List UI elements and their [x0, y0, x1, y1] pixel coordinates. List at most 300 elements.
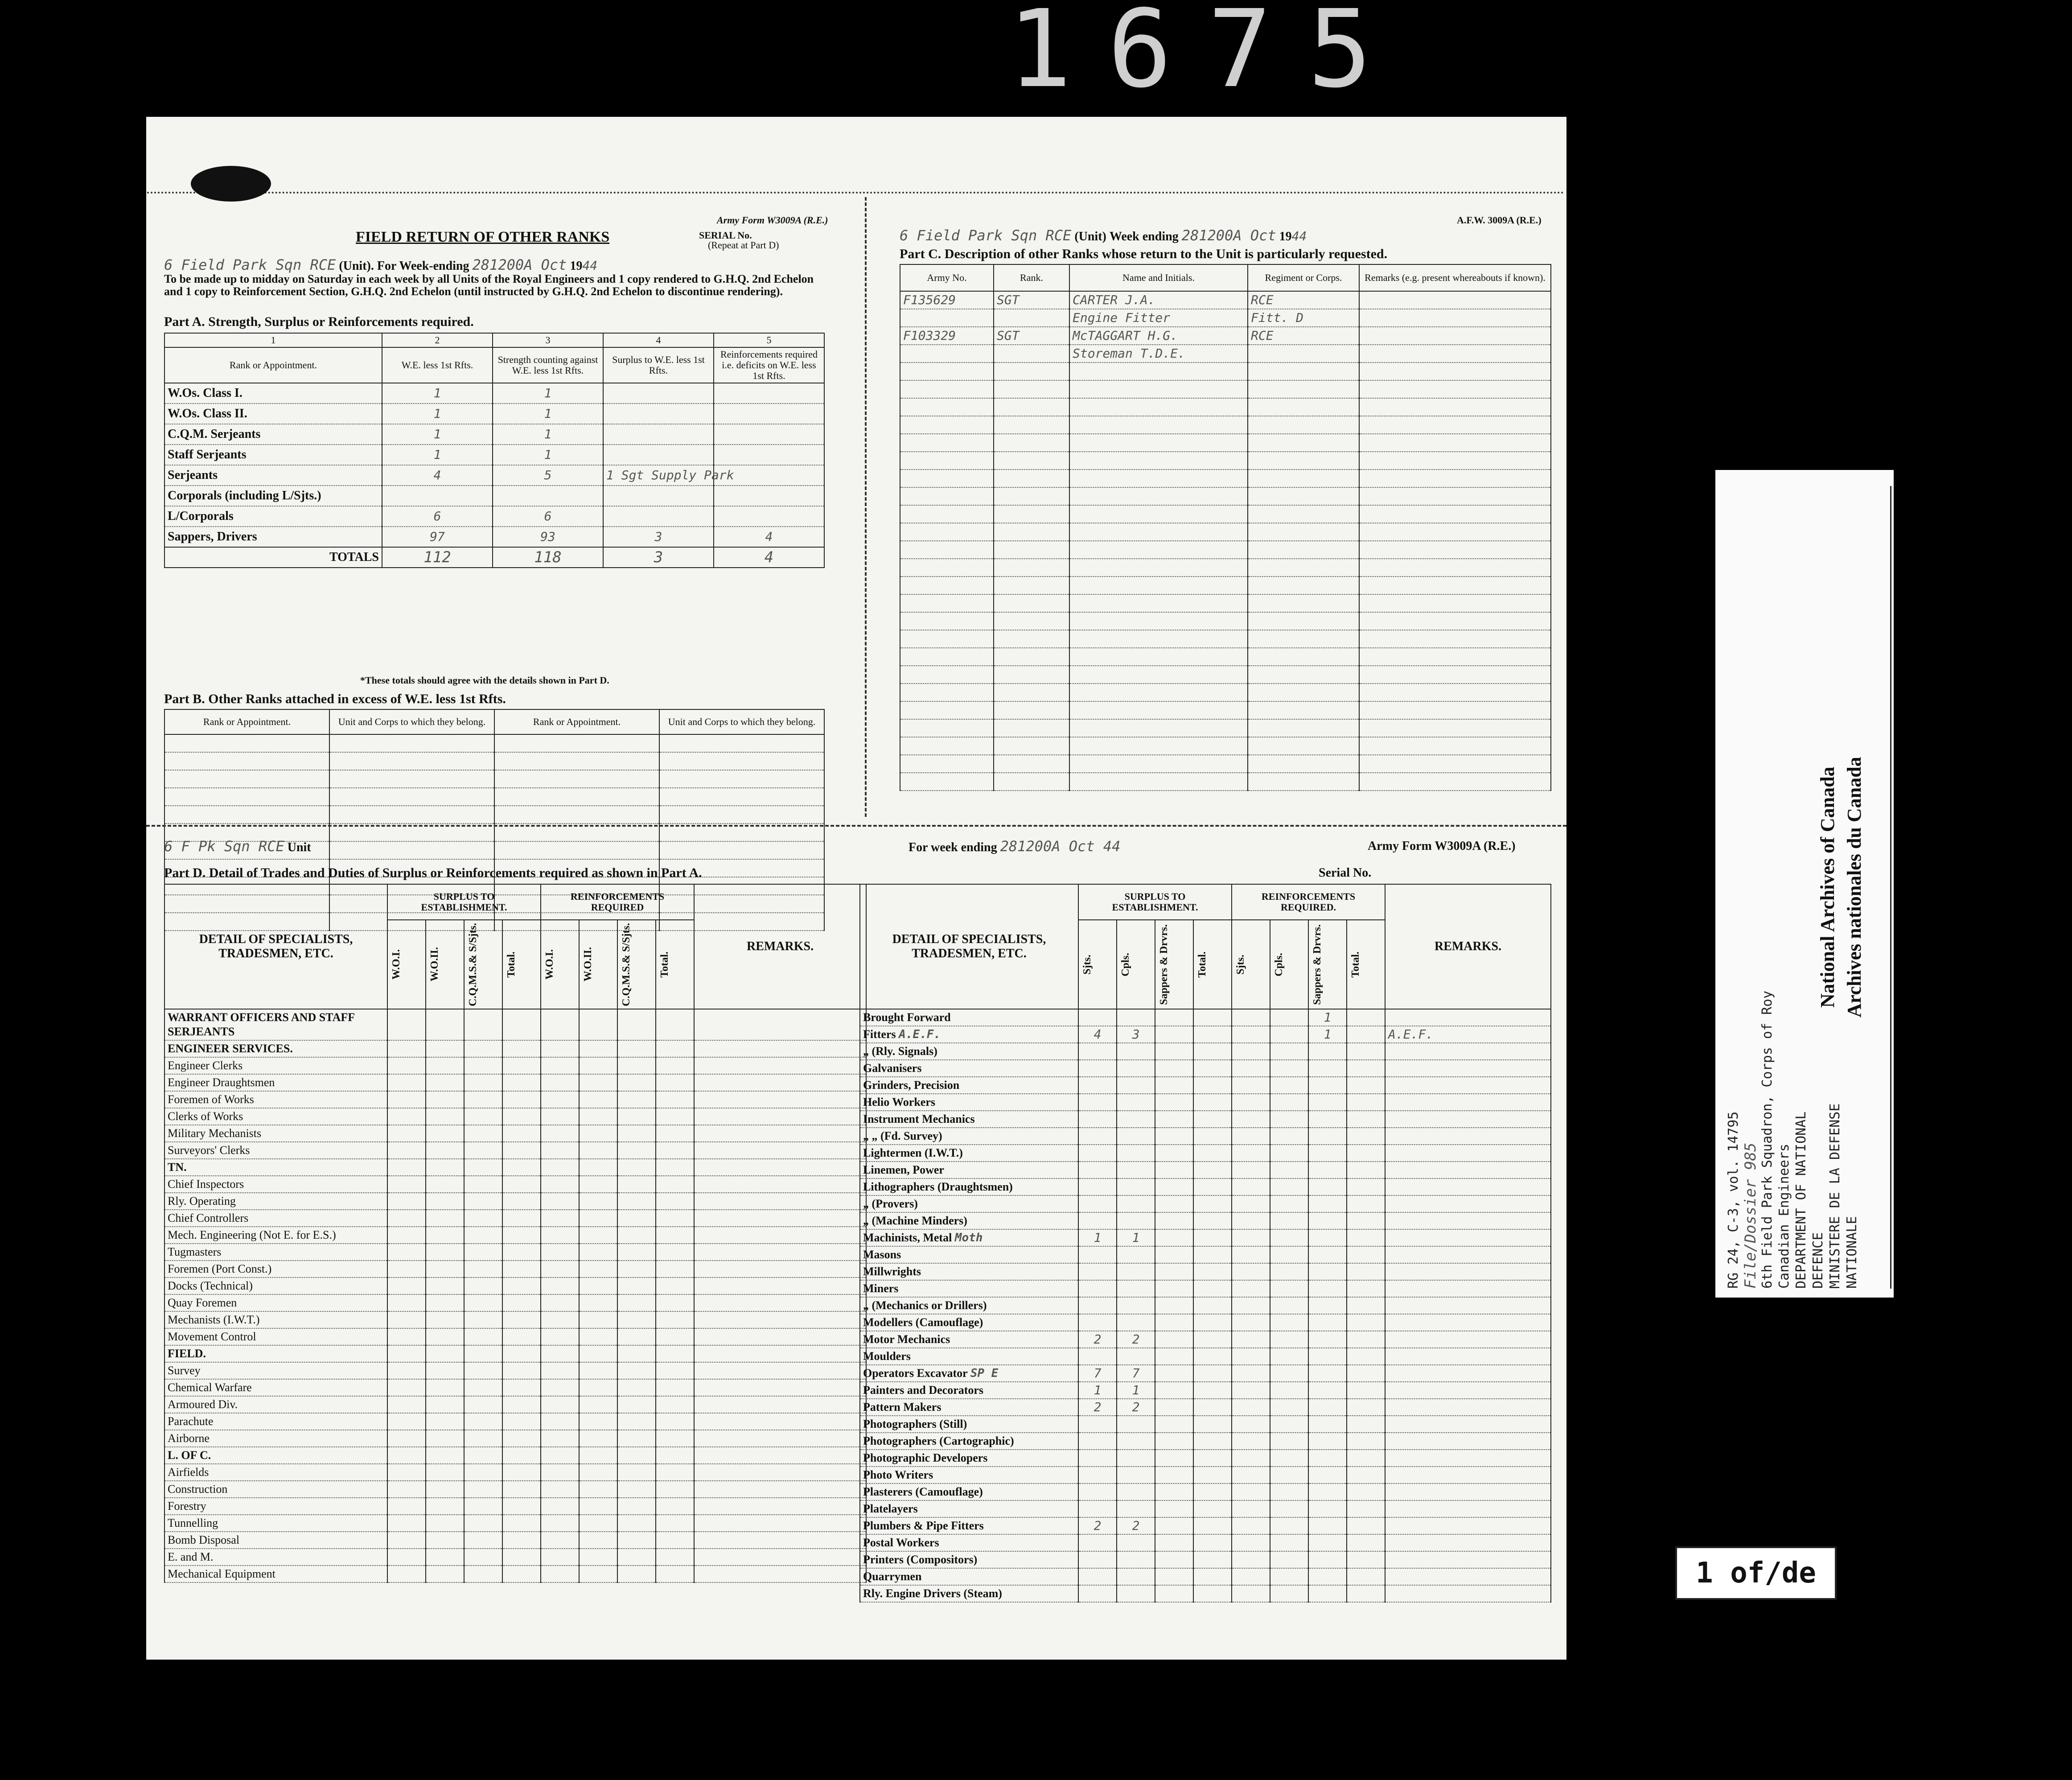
- list-item: [164, 1277, 866, 1294]
- empty-cell: [541, 1362, 579, 1379]
- empty-cell: [659, 752, 824, 770]
- value-cell: Storeman T.D.E.: [1069, 345, 1248, 363]
- trade-name: Painters and Decorators: [863, 1384, 984, 1397]
- sub-col-header: W.O.II.: [582, 947, 594, 982]
- value-cell: [1193, 1331, 1232, 1348]
- empty-cell: [617, 1532, 656, 1549]
- value-cell: [1308, 1297, 1347, 1314]
- value-cell: [714, 424, 824, 445]
- empty-cell: [1248, 577, 1359, 594]
- empty-cell: [1347, 1500, 1385, 1517]
- value-cell: [1308, 1314, 1347, 1331]
- catalog-line: DEFENCE: [1810, 1232, 1826, 1289]
- empty-cell: [426, 1481, 464, 1498]
- empty-cell: [579, 1311, 617, 1328]
- value-cell: [1155, 1348, 1193, 1365]
- value-cell: [1117, 1178, 1155, 1195]
- empty-cell: [426, 1294, 464, 1311]
- empty-cell: [464, 1498, 502, 1515]
- value-cell: [1155, 1162, 1193, 1178]
- trade-name: Photographers (Still): [863, 1417, 967, 1430]
- empty-cell: [1069, 505, 1248, 523]
- totals-note: *These totals should agree with the details shown in Part D.: [360, 675, 609, 686]
- trade-label: [860, 1026, 1078, 1043]
- remarks-header: REMARKS.: [1385, 884, 1551, 1009]
- table-row: [164, 465, 824, 486]
- empty-cell: [1248, 630, 1359, 648]
- value-cell: [1193, 1534, 1232, 1551]
- rank-label: C.Q.M. Serjeants: [164, 424, 382, 445]
- empty-cell: [1232, 1433, 1270, 1450]
- empty-cell: [1270, 1365, 1308, 1382]
- empty-cell: [164, 770, 329, 788]
- trade-label: Chief Controllers: [164, 1210, 387, 1227]
- empty-cell: [541, 1074, 579, 1091]
- remarks-cell: [1385, 1314, 1551, 1331]
- empty-cell: [1270, 1467, 1308, 1483]
- empty-cell: [541, 1210, 579, 1227]
- empty-cell: [1359, 737, 1551, 755]
- value-cell: [1155, 1483, 1193, 1500]
- list-item: [860, 1060, 1551, 1077]
- unit-label: Unit: [287, 841, 311, 854]
- value-cell: [1117, 1111, 1155, 1128]
- empty-cell: [994, 380, 1069, 398]
- empty-cell: [502, 1009, 541, 1040]
- empty-cell: [464, 1430, 502, 1447]
- handwritten-note: SP E: [970, 1367, 999, 1380]
- empty-cell: [329, 788, 494, 806]
- value-cell: [714, 383, 824, 404]
- empty-cell: [502, 1040, 541, 1057]
- empty-cell: [656, 1396, 694, 1413]
- empty-cell: [464, 1091, 502, 1108]
- empty-cell: [1347, 1399, 1385, 1416]
- empty-cell: [579, 1532, 617, 1549]
- empty-cell: [1270, 1246, 1308, 1263]
- value-cell: [1078, 1060, 1117, 1077]
- value-cell: [1193, 1111, 1232, 1128]
- value-cell: [1078, 1280, 1117, 1297]
- value-cell: [1155, 1297, 1193, 1314]
- empty-cell: [426, 1125, 464, 1142]
- empty-cell: [464, 1108, 502, 1125]
- empty-cell: [1270, 1382, 1308, 1399]
- week-label: For week ending: [909, 841, 997, 854]
- value-cell: [1155, 1060, 1193, 1077]
- trade-name: Grinders, Precision: [863, 1079, 960, 1092]
- empty-cell: [1232, 1246, 1270, 1263]
- handwritten-note: A.E.F.: [899, 1028, 941, 1041]
- empty-cell: [1232, 1382, 1270, 1399]
- empty-cell: [1232, 1534, 1270, 1551]
- remarks-cell: [1385, 1246, 1551, 1263]
- remarks-cell: [1385, 1399, 1551, 1416]
- value-cell: 1: [1308, 1026, 1347, 1043]
- value-cell: [1193, 1382, 1232, 1399]
- empty-cell: [900, 630, 994, 648]
- value-cell: [1193, 1145, 1232, 1162]
- trade-label: Tugmasters: [164, 1244, 387, 1261]
- col-header: Regiment or Corps.: [1248, 264, 1359, 291]
- empty-cell: [694, 1176, 866, 1193]
- value-cell: 5: [493, 465, 603, 486]
- empty-cell: [994, 684, 1069, 701]
- empty-cell: [900, 487, 994, 505]
- empty-cell: [541, 1464, 579, 1481]
- empty-cell: [164, 734, 329, 752]
- col-header: Rank.: [994, 264, 1069, 291]
- remarks-cell: [1385, 1585, 1551, 1602]
- value-cell: [1117, 1212, 1155, 1229]
- value-cell: [1078, 1009, 1117, 1026]
- empty-cell: [464, 1159, 502, 1176]
- empty-cell: [994, 577, 1069, 594]
- trade-label: Mech. Engineering (Not E. for E.S.): [164, 1227, 387, 1244]
- trade-label: E. and M.: [164, 1549, 387, 1566]
- empty-cell: [1270, 1043, 1308, 1060]
- empty-cell: [617, 1549, 656, 1566]
- empty-cell: [579, 1549, 617, 1566]
- rank-label: Corporals (including L/Sjts.): [164, 486, 382, 506]
- empty-cell: [1069, 452, 1248, 470]
- empty-cell: [329, 806, 494, 824]
- catalog-line: NATIONALE: [1844, 1216, 1860, 1289]
- value-cell: [1308, 1365, 1347, 1382]
- sub-col-header: Sappers & Drvrs.: [1158, 924, 1170, 1005]
- empty-cell: [387, 1430, 426, 1447]
- empty-cell: [579, 1515, 617, 1532]
- trade-label: [860, 1551, 1078, 1568]
- empty-cell: [1232, 1178, 1270, 1195]
- year-handwritten: 44: [1291, 229, 1307, 243]
- list-item: [860, 1178, 1551, 1195]
- value-cell: [1308, 1178, 1347, 1195]
- col-header: Name and Initials.: [1069, 264, 1248, 291]
- empty-cell: [502, 1057, 541, 1074]
- remarks-cell: [1385, 1365, 1551, 1382]
- value-cell: [1078, 1263, 1117, 1280]
- unit-handwritten: 6 F Pk Sqn RCE: [164, 838, 284, 855]
- value-cell: [1308, 1195, 1347, 1212]
- trade-label: [860, 1246, 1078, 1263]
- value-cell: 1: [493, 445, 603, 465]
- list-item: [164, 1311, 866, 1328]
- value-cell: [1078, 1077, 1117, 1094]
- value-cell: [1078, 1128, 1117, 1145]
- empty-cell: [617, 1227, 656, 1244]
- empty-cell: [1270, 1094, 1308, 1111]
- value-cell: [1078, 1246, 1117, 1263]
- empty-cell: [387, 1074, 426, 1091]
- empty-cell: [502, 1176, 541, 1193]
- value-cell: [1193, 1568, 1232, 1585]
- table-row: [900, 612, 1551, 630]
- trade-name: Operators Excavator: [863, 1367, 970, 1380]
- empty-cell: [1248, 416, 1359, 434]
- empty-cell: [1248, 523, 1359, 541]
- remarks-cell: [1385, 1077, 1551, 1094]
- empty-cell: [1248, 701, 1359, 719]
- trade-label: Foremen of Works: [164, 1091, 387, 1108]
- empty-cell: [1347, 1145, 1385, 1162]
- remarks-cell: [1385, 1416, 1551, 1433]
- empty-cell: [464, 1396, 502, 1413]
- empty-cell: [426, 1532, 464, 1549]
- empty-cell: [502, 1430, 541, 1447]
- table-row: [900, 452, 1551, 470]
- empty-cell: [994, 719, 1069, 737]
- trade-label: [860, 1399, 1078, 1416]
- value-cell: [1193, 1094, 1232, 1111]
- empty-cell: [502, 1159, 541, 1176]
- trade-name: Machinists, Metal: [863, 1231, 955, 1244]
- empty-cell: [541, 1481, 579, 1498]
- empty-cell: [656, 1481, 694, 1498]
- value-cell: [994, 309, 1069, 327]
- remarks-header: REMARKS.: [694, 884, 866, 1009]
- value-cell: [603, 424, 714, 445]
- empty-cell: [387, 1277, 426, 1294]
- empty-cell: [994, 594, 1069, 612]
- empty-cell: [1359, 470, 1551, 487]
- empty-cell: [656, 1142, 694, 1159]
- empty-cell: [1248, 541, 1359, 559]
- remarks-cell: [1385, 1009, 1551, 1026]
- remarks-cell: [1385, 1060, 1551, 1077]
- table-row: [900, 630, 1551, 648]
- unit-line: [900, 228, 1550, 244]
- empty-cell: [1248, 559, 1359, 577]
- list-item: [164, 1159, 866, 1176]
- rank-label: W.Os. Class II.: [164, 404, 382, 424]
- empty-cell: [694, 1481, 866, 1498]
- empty-cell: [1232, 1297, 1270, 1314]
- perforation-line: [147, 192, 1565, 194]
- empty-cell: [1270, 1534, 1308, 1551]
- trade-label: [860, 1212, 1078, 1229]
- trade-name: Photographic Developers: [863, 1451, 988, 1464]
- value-cell: F103329: [900, 327, 994, 345]
- empty-cell: [541, 1227, 579, 1244]
- empty-cell: [387, 1142, 426, 1159]
- trade-label: [860, 1128, 1078, 1145]
- empty-cell: [579, 1362, 617, 1379]
- empty-cell: [900, 594, 994, 612]
- empty-cell: [464, 1447, 502, 1464]
- empty-cell: [464, 1566, 502, 1582]
- value-cell: [1193, 1500, 1232, 1517]
- empty-cell: [426, 1040, 464, 1057]
- empty-cell: [426, 1413, 464, 1430]
- table-row: [164, 486, 824, 506]
- value-cell: [1078, 1450, 1117, 1467]
- empty-cell: [579, 1447, 617, 1464]
- empty-cell: [1359, 755, 1551, 773]
- empty-cell: [617, 1244, 656, 1261]
- value-cell: [1117, 1094, 1155, 1111]
- empty-cell: [617, 1142, 656, 1159]
- value-cell: [1359, 291, 1551, 309]
- empty-cell: [1232, 1212, 1270, 1229]
- empty-cell: [656, 1277, 694, 1294]
- unit-line: [164, 258, 975, 273]
- empty-cell: [426, 1379, 464, 1396]
- empty-cell: [1359, 577, 1551, 594]
- frame-number: 1675: [1007, 0, 1408, 111]
- remarks-cell: [1385, 1178, 1551, 1195]
- list-item: [860, 1568, 1551, 1585]
- table-row: [164, 383, 824, 404]
- empty-cell: [579, 1210, 617, 1227]
- value-cell: [1308, 1517, 1347, 1534]
- empty-cell: [694, 1091, 866, 1108]
- empty-cell: [541, 1515, 579, 1532]
- table-row: [900, 559, 1551, 577]
- table-row: [900, 523, 1551, 541]
- empty-cell: [1248, 594, 1359, 612]
- surplus-header: SURPLUS TO ESTABLISHMENT.: [1078, 884, 1232, 920]
- value-cell: [1078, 1094, 1117, 1111]
- value-cell: [1078, 1483, 1117, 1500]
- empty-cell: [1248, 648, 1359, 666]
- empty-cell: [1270, 1077, 1308, 1094]
- empty-cell: [1232, 1229, 1270, 1246]
- empty-cell: [1248, 363, 1359, 380]
- table-row: [164, 752, 824, 770]
- value-cell: [603, 486, 714, 506]
- empty-cell: [694, 1294, 866, 1311]
- empty-cell: [1347, 1568, 1385, 1585]
- empty-cell: [1232, 1450, 1270, 1467]
- empty-cell: [1270, 1162, 1308, 1178]
- empty-cell: [994, 648, 1069, 666]
- empty-cell: [1270, 1060, 1308, 1077]
- trade-name: Photographers (Cartographic): [863, 1434, 1014, 1447]
- list-item: [860, 1111, 1551, 1128]
- empty-cell: [502, 1277, 541, 1294]
- value-cell: [1308, 1416, 1347, 1433]
- empty-cell: [426, 1311, 464, 1328]
- empty-cell: [900, 684, 994, 701]
- empty-cell: [1248, 719, 1359, 737]
- value-cell: [1308, 1280, 1347, 1297]
- empty-cell: [1069, 755, 1248, 773]
- empty-cell: [1347, 1382, 1385, 1399]
- empty-cell: [694, 1311, 866, 1328]
- empty-cell: [617, 1464, 656, 1481]
- empty-cell: [464, 1481, 502, 1498]
- empty-cell: [994, 755, 1069, 773]
- value-cell: 1: [382, 424, 493, 445]
- empty-cell: [464, 1311, 502, 1328]
- list-item: [164, 1447, 866, 1464]
- empty-cell: [464, 1532, 502, 1549]
- value-cell: [1193, 1314, 1232, 1331]
- value-cell: 1: [1308, 1009, 1347, 1026]
- empty-cell: [464, 1413, 502, 1430]
- empty-cell: [1232, 1280, 1270, 1297]
- empty-cell: [1248, 380, 1359, 398]
- trade-label: [860, 1043, 1078, 1060]
- table-row: [164, 424, 824, 445]
- empty-cell: [494, 770, 659, 788]
- list-item: [164, 1328, 866, 1345]
- trade-name: Motor Mechanics: [863, 1333, 950, 1346]
- table-row: [900, 577, 1551, 594]
- empty-cell: [994, 487, 1069, 505]
- empty-cell: [1232, 1568, 1270, 1585]
- empty-cell: [387, 1549, 426, 1566]
- value-cell: [1117, 1348, 1155, 1365]
- empty-cell: [1270, 1263, 1308, 1280]
- value-cell: [1078, 1212, 1117, 1229]
- empty-cell: [579, 1125, 617, 1142]
- empty-cell: [541, 1091, 579, 1108]
- empty-cell: [387, 1040, 426, 1057]
- empty-cell: [694, 1159, 866, 1176]
- list-item: [860, 1483, 1551, 1500]
- empty-cell: [541, 1142, 579, 1159]
- empty-cell: [541, 1193, 579, 1210]
- sub-col-header: W.O.I.: [544, 949, 556, 980]
- value-cell: [1155, 1111, 1193, 1128]
- empty-cell: [1270, 1026, 1308, 1043]
- empty-cell: [656, 1074, 694, 1091]
- empty-cell: [1069, 630, 1248, 648]
- empty-cell: [1248, 737, 1359, 755]
- empty-cell: [994, 363, 1069, 380]
- col-number: 3: [493, 333, 603, 347]
- list-item: [164, 1498, 866, 1515]
- value-cell: F135629: [900, 291, 994, 309]
- empty-cell: [387, 1464, 426, 1481]
- empty-cell: [464, 1193, 502, 1210]
- list-item: [860, 1128, 1551, 1145]
- empty-cell: [541, 1396, 579, 1413]
- value-cell: [1078, 1348, 1117, 1365]
- empty-cell: [541, 1057, 579, 1074]
- list-item: [860, 1534, 1551, 1551]
- table-row: [900, 541, 1551, 559]
- empty-cell: [164, 806, 329, 824]
- trade-label: [860, 1195, 1078, 1212]
- value-cell: [1117, 1534, 1155, 1551]
- empty-cell: [617, 1396, 656, 1413]
- trade-name: Modellers (Camouflage): [863, 1316, 983, 1329]
- value-cell: [1117, 1145, 1155, 1162]
- empty-cell: [656, 1430, 694, 1447]
- empty-cell: [1359, 719, 1551, 737]
- empty-cell: [1347, 1467, 1385, 1483]
- empty-cell: [656, 1515, 694, 1532]
- empty-cell: [1232, 1365, 1270, 1382]
- value-cell: [1155, 1331, 1193, 1348]
- empty-cell: [656, 1244, 694, 1261]
- empty-cell: [1232, 1500, 1270, 1517]
- empty-cell: [1359, 363, 1551, 380]
- table-row: [164, 445, 824, 465]
- serial-label: Serial No.: [1319, 866, 1372, 880]
- remarks-cell: [1385, 1348, 1551, 1365]
- year-handwritten: 44: [582, 258, 598, 273]
- trade-label: ENGINEER SERVICES.: [164, 1040, 387, 1057]
- value-cell: 6: [493, 506, 603, 527]
- trade-name: Plumbers & Pipe Fitters: [863, 1519, 984, 1532]
- remarks-cell: A.E.F.: [1385, 1026, 1551, 1043]
- trade-label: [860, 1094, 1078, 1111]
- table-row: [900, 380, 1551, 398]
